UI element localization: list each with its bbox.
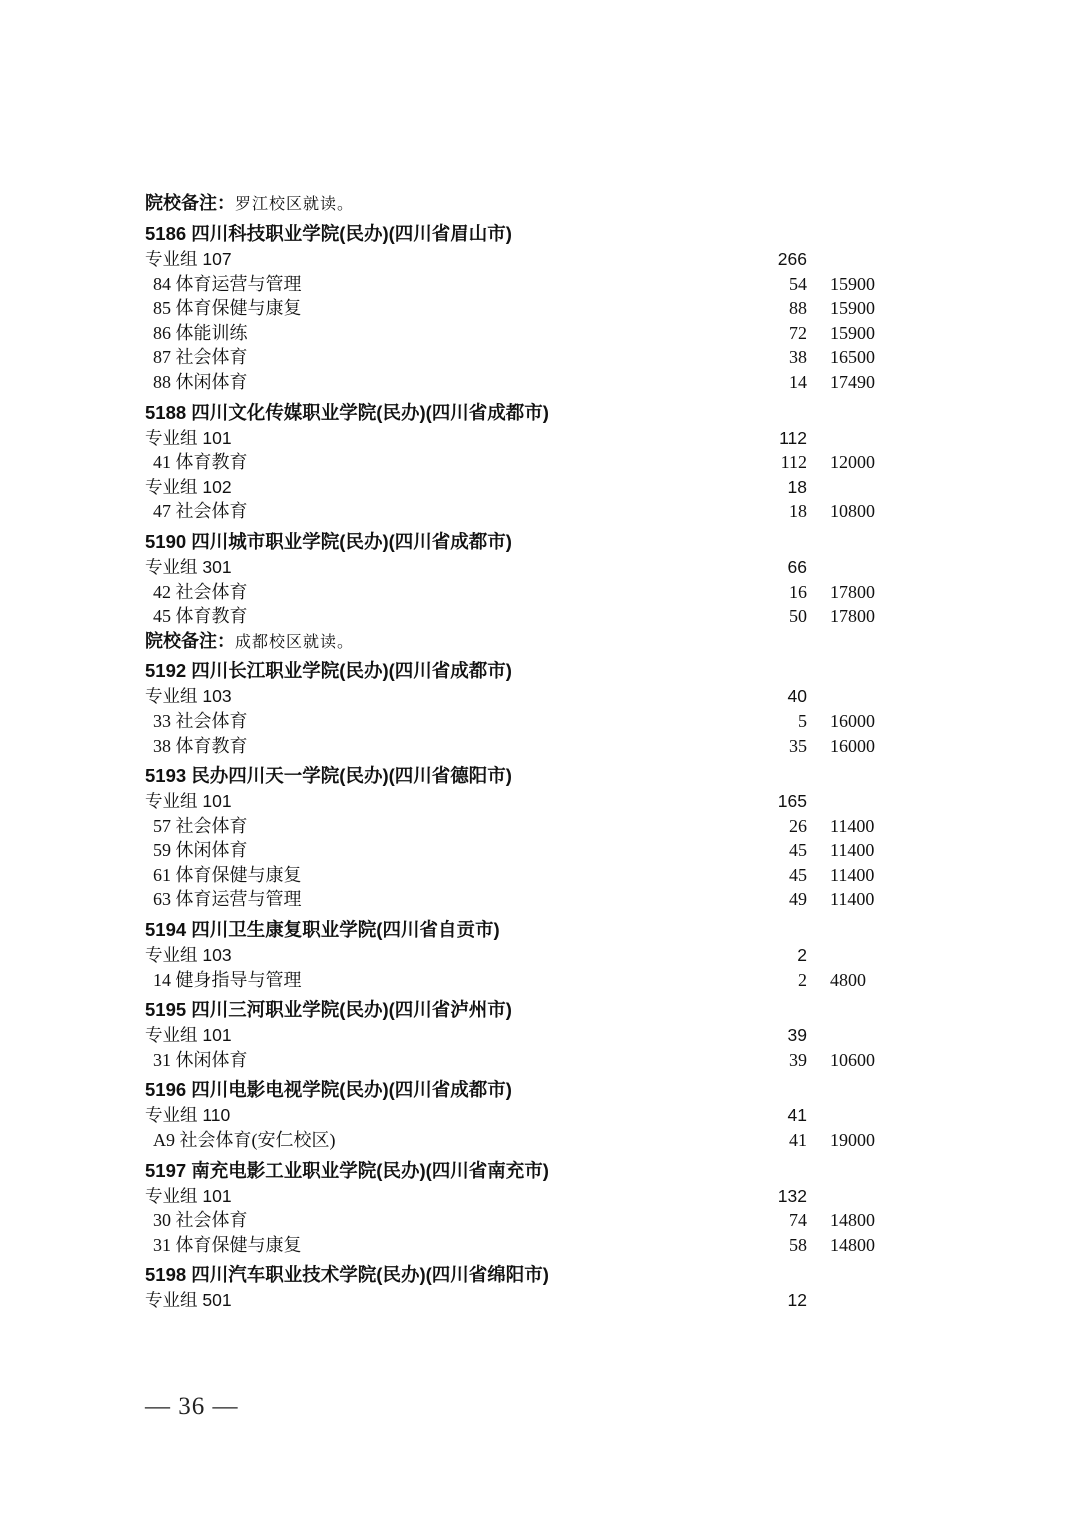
group-count: 132 [777, 1185, 807, 1206]
major-count: 2 [798, 969, 807, 990]
major-name: 31 体育保健与康复 [153, 1234, 302, 1255]
major-row [145, 814, 905, 839]
group-name: 专业组 101 [145, 1025, 232, 1046]
major-group-row [145, 247, 905, 272]
school-title: 5198 四川汽车职业技术学院(民办)(四川省绵阳市) [145, 1264, 549, 1286]
major-row [145, 272, 905, 297]
major-count: 58 [789, 1234, 807, 1255]
major-count: 16 [789, 581, 807, 602]
school-title: 5188 四川文化传媒职业学院(民办)(四川省成都市) [145, 401, 549, 423]
major-name: 61 体育保健与康复 [153, 864, 302, 885]
major-row [145, 709, 905, 734]
major-fee: 11400 [830, 864, 875, 885]
major-row [145, 1048, 905, 1073]
major-fee: 15900 [830, 322, 875, 343]
major-fee: 17800 [830, 606, 875, 627]
major-fee: 14800 [830, 1234, 875, 1255]
major-count: 39 [789, 1049, 807, 1070]
major-row [145, 734, 905, 759]
major-name: 47 社会体育 [153, 501, 248, 522]
major-row [145, 838, 905, 863]
group-count: 39 [787, 1025, 807, 1046]
major-group-row [145, 475, 905, 500]
major-group-row [145, 1288, 905, 1313]
major-name: 30 社会体育 [153, 1210, 248, 1231]
major-row [145, 450, 905, 475]
major-name: 45 体育教育 [153, 606, 248, 627]
major-fee: 19000 [830, 1130, 875, 1151]
major-group-row [145, 684, 905, 709]
major-count: 14 [789, 371, 807, 392]
major-fee: 16000 [830, 735, 875, 756]
page-number: — 36 — [145, 1393, 239, 1420]
major-count: 18 [789, 501, 807, 522]
group-count: 18 [787, 476, 807, 497]
group-name: 专业组 301 [145, 556, 232, 577]
major-name: 85 体育保健与康复 [153, 298, 302, 319]
major-row [145, 887, 905, 912]
group-name: 专业组 101 [145, 791, 232, 812]
group-name: 专业组 102 [145, 476, 232, 497]
major-row [145, 1208, 905, 1233]
major-count: 35 [789, 735, 807, 756]
school-title: 5197 南充电影工业职业学院(民办)(四川省南充市) [145, 1159, 549, 1181]
major-name: 57 社会体育 [153, 815, 248, 836]
note-text: 成都校区就读。 [235, 631, 355, 651]
school-title: 5192 四川长江职业学院(民办)(四川省成都市) [145, 660, 512, 682]
major-count: 74 [789, 1210, 807, 1231]
major-fee: 17800 [830, 581, 875, 602]
major-count: 5 [798, 710, 807, 731]
note-text: 罗江校区就读。 [235, 194, 355, 213]
major-fee: 16000 [830, 710, 875, 731]
major-count: 54 [789, 273, 807, 294]
group-name: 专业组 101 [145, 1185, 232, 1206]
major-fee: 16500 [830, 347, 875, 368]
major-name: 33 社会体育 [153, 710, 248, 731]
major-count: 49 [789, 889, 807, 910]
major-row [145, 499, 905, 524]
major-name: 88 休闲体育 [153, 371, 248, 392]
major-count: 41 [789, 1130, 807, 1151]
group-name: 专业组 501 [145, 1290, 232, 1311]
major-fee: 4800 [830, 969, 866, 990]
major-name: 59 休闲体育 [153, 840, 248, 861]
major-fee: 10800 [830, 501, 875, 522]
group-name: 专业组 110 [145, 1105, 231, 1126]
major-row [145, 370, 905, 395]
major-name: 84 体育运营与管理 [153, 273, 302, 294]
major-group-row [145, 1023, 905, 1048]
group-name: 专业组 103 [145, 686, 232, 707]
major-row [145, 968, 905, 993]
group-count: 266 [777, 249, 807, 269]
major-name: 42 社会体育 [153, 581, 248, 602]
major-group-row [145, 1184, 905, 1209]
major-name: 86 体能训练 [153, 322, 248, 343]
major-group-row [145, 1103, 905, 1128]
major-row [145, 580, 905, 605]
major-name: 87 社会体育 [153, 347, 248, 368]
school-title: 5196 四川电影电视学院(民办)(四川省成都市) [145, 1079, 512, 1101]
major-row [145, 321, 905, 346]
group-name: 专业组 107 [145, 249, 232, 269]
note-label: 院校备注： [145, 193, 235, 213]
major-group-row [145, 555, 905, 580]
major-group-row [145, 789, 905, 814]
major-fee: 10600 [830, 1049, 875, 1070]
group-count: 41 [787, 1105, 807, 1126]
school-title: 5194 四川卫生康复职业学院(四川省自贡市) [145, 919, 500, 941]
school-title: 5193 民办四川天一学院(民办)(四川省德阳市) [145, 765, 512, 787]
major-row [145, 296, 905, 321]
major-name: 41 体育教育 [153, 452, 248, 473]
major-name: 31 休闲体育 [153, 1049, 248, 1070]
group-count: 2 [797, 945, 807, 966]
major-name: 63 体育运营与管理 [153, 889, 302, 910]
school-title: 5195 四川三河职业学院(民办)(四川省泸州市) [145, 999, 512, 1021]
major-group-row [145, 943, 905, 968]
major-row [145, 1233, 905, 1258]
major-row [145, 1128, 905, 1153]
major-row [145, 863, 905, 888]
group-name: 专业组 101 [145, 427, 232, 448]
group-count: 165 [777, 791, 807, 812]
page-content [145, 188, 905, 1313]
major-row [145, 345, 905, 370]
major-name: 38 体育教育 [153, 735, 248, 756]
major-count: 45 [789, 840, 807, 861]
group-count: 40 [787, 686, 807, 707]
school-list [145, 221, 905, 1313]
major-fee: 15900 [830, 273, 875, 294]
major-fee: 12000 [830, 452, 875, 473]
major-fee: 11400 [830, 889, 875, 910]
major-fee: 14800 [830, 1210, 875, 1231]
major-name: A9 社会体育(安仁校区) [153, 1130, 336, 1151]
major-fee: 11400 [830, 840, 875, 861]
major-fee: 15900 [830, 298, 875, 319]
group-count: 66 [787, 556, 807, 577]
major-count: 26 [789, 815, 807, 836]
major-fee: 17490 [830, 371, 875, 392]
school-note [145, 629, 905, 654]
major-count: 72 [789, 322, 807, 343]
major-count: 45 [789, 864, 807, 885]
major-group-row [145, 426, 905, 451]
major-count: 112 [780, 452, 807, 473]
group-name: 专业组 103 [145, 945, 232, 966]
major-row [145, 604, 905, 629]
note-label: 院校备注： [145, 630, 235, 651]
group-count: 112 [779, 427, 807, 448]
major-fee: 11400 [830, 815, 875, 836]
school-note [145, 188, 905, 216]
major-count: 38 [789, 347, 807, 368]
major-name: 14 健身指导与管理 [153, 969, 302, 990]
major-count: 50 [789, 606, 807, 627]
school-title: 5186 四川科技职业学院(民办)(四川省眉山市) [145, 223, 512, 244]
group-count: 12 [787, 1290, 807, 1311]
school-title: 5190 四川城市职业学院(民办)(四川省成都市) [145, 530, 512, 552]
major-count: 88 [789, 298, 807, 319]
